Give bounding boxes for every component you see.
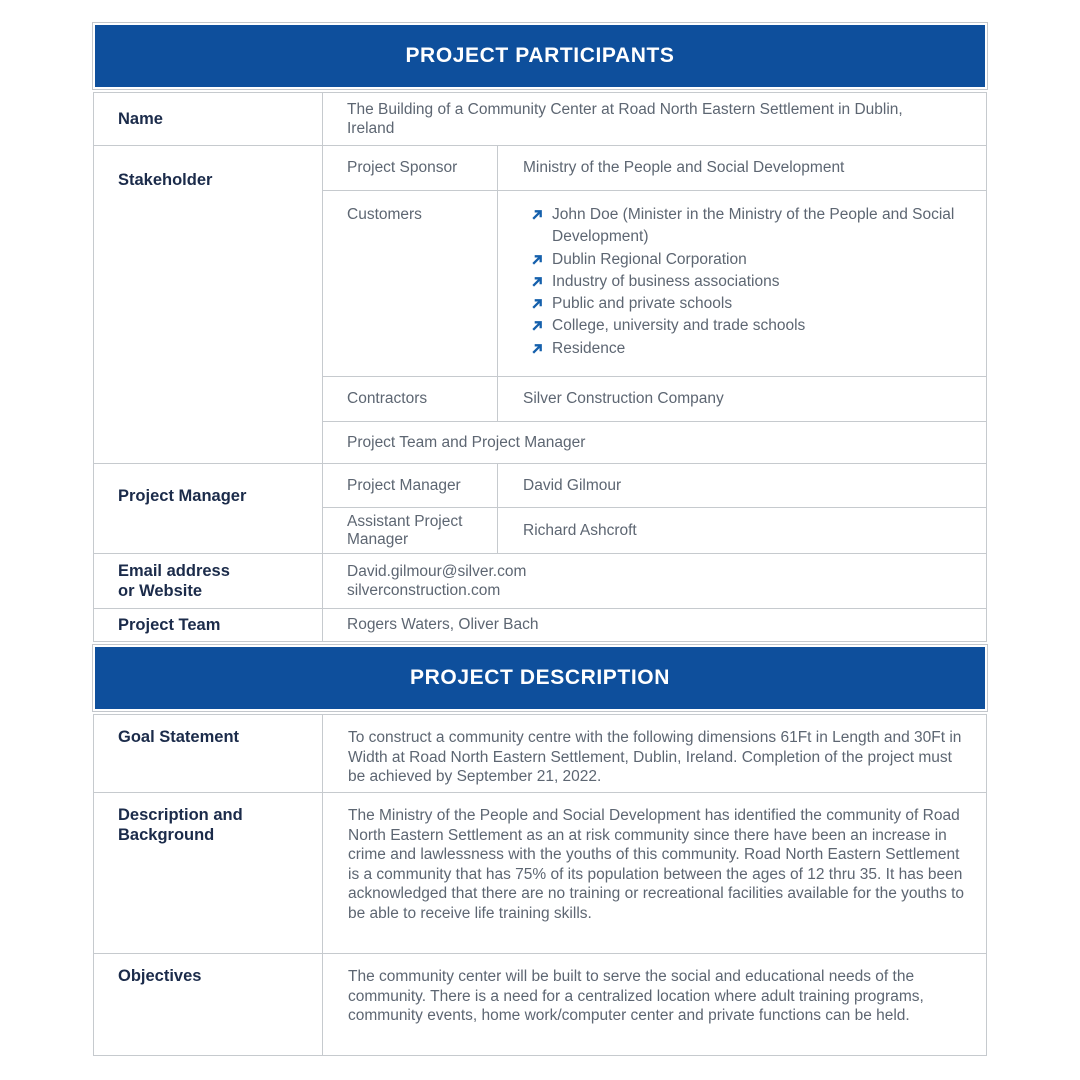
email-label xyxy=(94,554,323,609)
arrow-ne-icon xyxy=(531,276,543,288)
list-item xyxy=(531,338,964,360)
table-row xyxy=(94,609,987,642)
customers-list xyxy=(531,204,964,360)
list-item-text: Industry of business associations xyxy=(552,272,780,290)
list-item-text: John Doe (Minister in the Ministry of the People and Social Development) xyxy=(552,206,955,246)
website-url: silverconstruction.com xyxy=(347,582,501,599)
participants-table xyxy=(93,92,987,642)
goal-statement-label: Goal Statement xyxy=(94,715,323,793)
sponsor-value: Ministry of the People and Social Development xyxy=(498,146,987,191)
assistant-pm-label: Assistant Project Manager xyxy=(323,508,498,554)
name-value: The Building of a Community Center at Road North Eastern Settlement in Dublin, Ireland xyxy=(323,93,987,146)
email-value xyxy=(323,554,987,609)
sponsor-label: Project Sponsor xyxy=(323,146,498,191)
table-row xyxy=(94,146,987,191)
project-manager-value: David Gilmour xyxy=(498,464,987,508)
stakeholder-label: Stakeholder xyxy=(94,146,323,464)
description-background-text: The Ministry of the People and Social Development has identified the community of Road North Eastern Settlement as an at risk community since there have been an increase in crime and lawlessness with the youths of this community. Road North Eastern Settlement is a community that has 75% of its population between the ages of 12 thru 35. It has been acknowledged that there are no training or recreational facilities available for the youths to be able to receive life training skills. xyxy=(323,793,987,954)
project-team-value: Rogers Waters, Oliver Bach xyxy=(323,609,987,642)
table-row xyxy=(94,464,987,508)
objectives-text: The community center will be built to serve the social and educational needs of the community. There is a need for a centralized location where adult training programs, community events, home work/computer center and private functions can be held. xyxy=(323,954,987,1056)
assistant-pm-value: Richard Ashcroft xyxy=(498,508,987,554)
objectives-label: Objectives xyxy=(94,954,323,1056)
table-row xyxy=(94,715,987,793)
arrow-ne-icon xyxy=(531,254,543,266)
project-manager-label: Project Manager xyxy=(323,464,498,508)
table-row xyxy=(94,554,987,609)
description-title: PROJECT DESCRIPTION xyxy=(410,666,670,689)
contractors-label: Contractors xyxy=(323,377,498,422)
participants-title: PROJECT PARTICIPANTS xyxy=(405,44,675,67)
description-section-header xyxy=(93,645,987,711)
name-label: Name xyxy=(94,93,323,146)
project-team-label: Project Team xyxy=(94,609,323,642)
list-item xyxy=(531,315,964,337)
list-item-text: Dublin Regional Corporation xyxy=(552,250,747,268)
description-background-label: Description and Background xyxy=(94,793,323,954)
customers-cell xyxy=(498,191,987,377)
arrow-ne-icon xyxy=(531,298,543,310)
project-charter-document xyxy=(93,23,987,1056)
table-row xyxy=(94,954,987,1056)
list-item xyxy=(531,204,964,249)
table-row xyxy=(94,793,987,954)
goal-statement-text: To construct a community centre with the following dimensions 61Ft in Length and 30Ft in Width at Road North Eastern Settlement, Dublin, Ireland. Completion of the project must be achieved by September 21, 2022. xyxy=(323,715,987,793)
arrow-ne-icon xyxy=(531,343,543,355)
project-manager-group-label: Project Manager xyxy=(94,464,323,554)
team-and-manager-note: Project Team and Project Manager xyxy=(323,422,987,464)
arrow-ne-icon xyxy=(531,209,543,221)
list-item xyxy=(531,249,964,271)
email-label-line: Email address xyxy=(118,562,230,580)
list-item-text: Public and private schools xyxy=(552,295,733,313)
email-address: David.gilmour@silver.com xyxy=(347,562,527,580)
list-item-text: College, university and trade schools xyxy=(552,317,806,335)
list-item xyxy=(531,271,964,293)
list-item xyxy=(531,293,964,315)
arrow-ne-icon xyxy=(531,320,543,332)
customers-label: Customers xyxy=(323,191,498,377)
participants-section-header xyxy=(93,23,987,89)
contractors-value: Silver Construction Company xyxy=(498,377,987,422)
list-item-text: Residence xyxy=(552,339,626,357)
table-row xyxy=(94,93,987,146)
email-label-line: or Website xyxy=(118,582,203,600)
description-table xyxy=(93,714,987,1056)
